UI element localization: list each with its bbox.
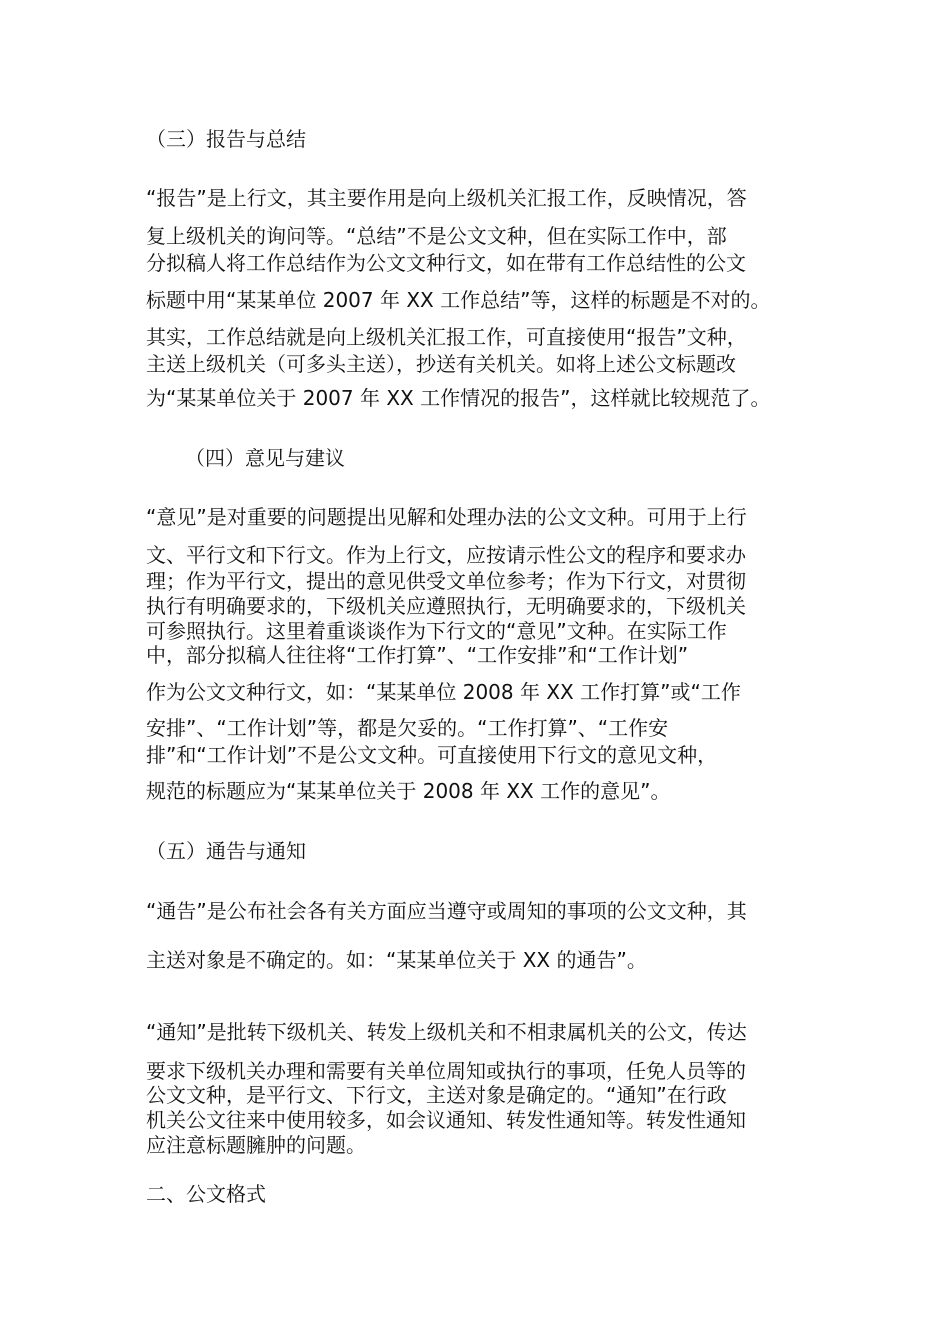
paragraph-line: “报告”是上行文，其主要作用是向上级机关汇报工作，反映情况，答: [146, 186, 747, 210]
paragraph-line: 要求下级机关办理和需要有关单位周知或执行的事项，任免人员等的: [146, 1059, 746, 1083]
paragraph-line: “意见”是对重要的问题提出见解和处理办法的公文文种。可用于上行: [146, 505, 747, 529]
paragraph-line: 复上级机关的询问等。“总结”不是公文文种，但在实际工作中，部: [146, 224, 727, 248]
paragraph-line: 中，部分拟稿人往往将“工作打算”、“工作安排”和“工作计划”: [146, 643, 689, 667]
paragraph-line: 理；作为平行文，提出的意见供受文单位参考；作为下行文，对贯彻: [146, 569, 746, 593]
paragraph-line: 主送对象是不确定的。如：“某某单位关于 XX 的通告”。: [146, 948, 647, 972]
paragraph-line: 其实，工作总结就是向上级机关汇报工作，可直接使用“报告”文种，: [146, 325, 747, 349]
paragraph-line: 执行有明确要求的，下级机关应遵照执行，无明确要求的，下级机关: [146, 594, 746, 618]
paragraph-line: 作为公文文种行文，如：“某某单位 2008 年 XX 工作打算”或“工作: [146, 680, 741, 704]
paragraph-line: 应注意标题臃肿的问题。: [146, 1133, 366, 1157]
paragraph-line: 为“某某单位关于 2007 年 XX 工作情况的报告”，这样就比较规范了。: [146, 386, 771, 410]
section-heading-3: （三）报告与总结: [146, 127, 306, 151]
paragraph-line: 规范的标题应为“某某单位关于 2008 年 XX 工作的意见”。: [146, 779, 671, 803]
paragraph-line: 排”和“工作计划”不是公文文种。可直接使用下行文的意见文种，: [146, 743, 718, 767]
paragraph-line: 标题中用“某某单位 2007 年 XX 工作总结”等，这样的标题是不对的。: [146, 288, 771, 312]
paragraph-line: 安排”、“工作计划”等，都是欠妥的。“工作打算”、“工作安: [146, 716, 669, 740]
paragraph-line: 可参照执行。这里着重谈谈作为下行文的“意见”文种。在实际工作: [146, 619, 727, 643]
section-heading-5: （五）通告与通知: [146, 839, 306, 863]
paragraph-line: “通告”是公布社会各有关方面应当遵守或周知的事项的公文文种，其: [146, 899, 747, 923]
section-heading-4: （四）意见与建议: [185, 446, 345, 470]
paragraph-line: 主送上级机关（可多头主送），抄送有关机关。如将上述公文标题改: [146, 352, 736, 376]
paragraph-line: 分拟稿人将工作总结作为公文文种行文，如在带有工作总结性的公文: [146, 251, 746, 275]
paragraph-line: 公文文种，是平行文、下行文，主送对象是确定的。“通知”在行政: [146, 1083, 727, 1107]
paragraph-line: “通知”是批转下级机关、转发上级机关和不相隶属机关的公文，传达: [146, 1020, 747, 1044]
paragraph-line: 机关公文往来中使用较多，如会议通知、转发性通知等。转发性通知: [146, 1108, 746, 1132]
section-heading-two: 二、公文格式: [146, 1182, 266, 1206]
paragraph-line: 文、平行文和下行文。作为上行文，应按请示性公文的程序和要求办: [146, 543, 746, 567]
